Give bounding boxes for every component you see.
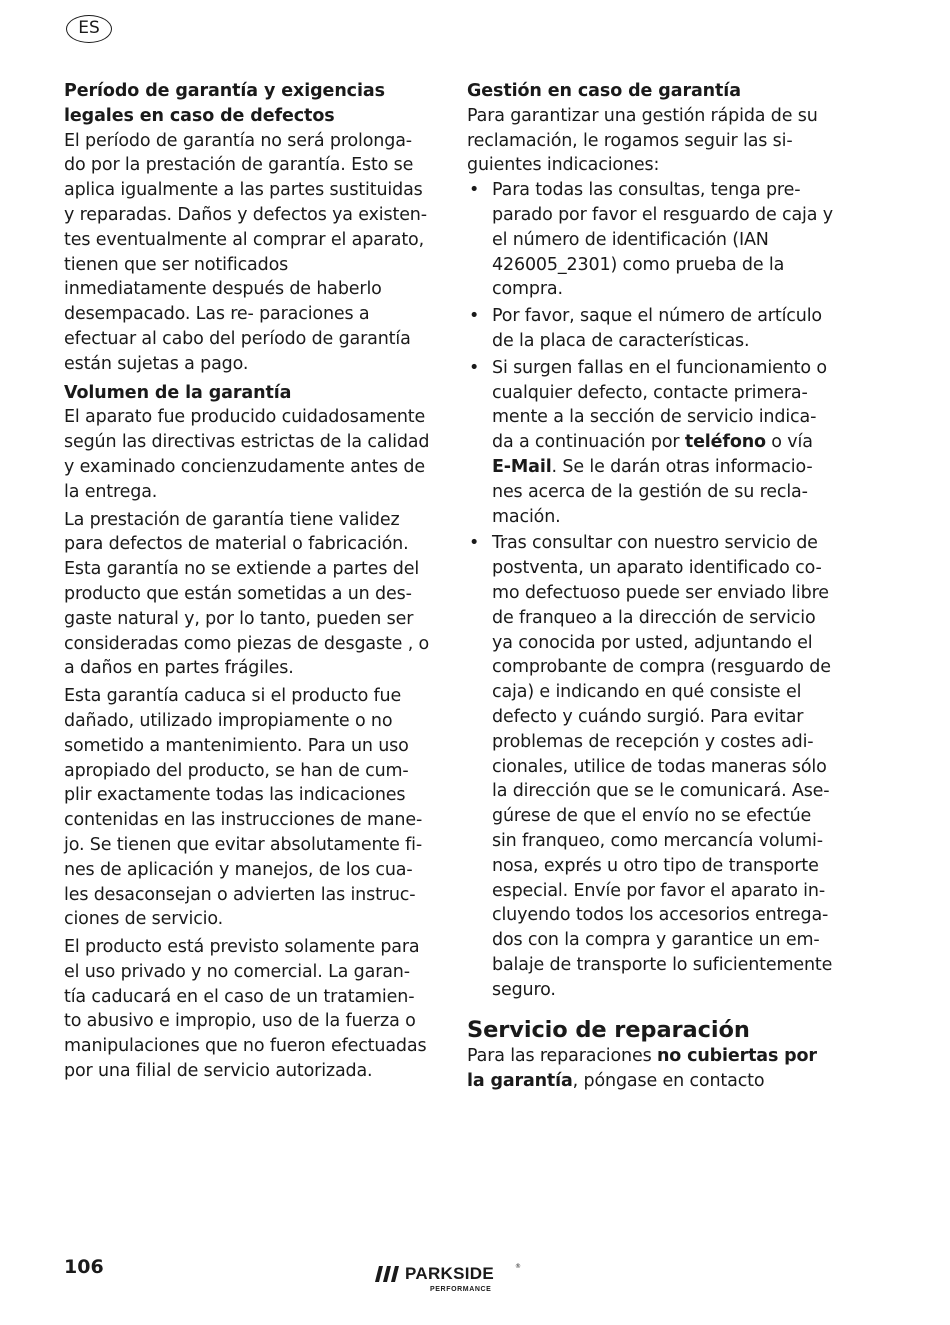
list-item-text: Para todas las consultas, tenga pre- parado por favor el resguardo de caja y el número de identificación (IAN 426005_2301) como prueba de la compra. <box>492 180 833 300</box>
warranty-handling-intro: Para garantizar una gestión rápida de su reclamación, le rogamos seguir las si- guientes indicaciones: <box>467 105 818 176</box>
parkside-logo <box>375 1263 525 1301</box>
warranty-period-heading: Período de garantía y exigencias legales en caso de defectos <box>64 81 385 126</box>
list-item <box>467 178 835 302</box>
bullet-icon: • <box>469 180 480 201</box>
instructions-list <box>467 178 835 1002</box>
phone-emphasis: teléfono <box>684 432 766 453</box>
list-item <box>467 531 835 1002</box>
repair-service-text <box>467 1044 835 1094</box>
warranty-handling-heading: Gestión en caso de garantía <box>467 81 741 101</box>
list-item-text: Tras consultar con nuestro servicio de postventa, un aparato identificado co- mo defectuoso puede ser enviado libre de franqueo a la dirección de servicio ya conocida por usted, adjuntando el comprobante de compra (resguardo de caja) e indicando en qué consiste el defecto y cuándo surgió. Para evitar problemas de recepción y costes adi- cionales, utilice de todas maneras sólo la dirección que se le comunicará. Ase- gúrese de que el envío no se efectúe sin franqueo, como mercancía volumi- nosa, exprés u otro tipo de transporte especial. Envíe por favor el aparato in- cluyendo todos los accesorios entrega- dos con la compra y garantice un em- balaje de transporte lo suficientemente seguro. <box>492 533 833 1000</box>
page-number: 106 <box>64 1256 104 1278</box>
language-badge: ES <box>66 15 112 43</box>
not-covered-emphasis: no cubiertas por la garantía <box>467 1046 817 1092</box>
repair-text-part: , póngase en contacto <box>572 1071 765 1092</box>
email-emphasis: E-Mail <box>492 456 552 477</box>
warranty-scope-text-1: El aparato fue producido cuidadosamente según las directivas estrictas de la calidad y examinado concienzudamente antes de la entrega. <box>64 407 430 502</box>
list-item <box>467 356 835 530</box>
list-item-text: o vía <box>765 432 813 453</box>
right-column <box>467 79 835 1094</box>
bullet-icon: • <box>469 306 480 327</box>
warranty-scope-heading: Volumen de la garantía <box>64 382 292 403</box>
trademark-icon: ® <box>515 1263 521 1270</box>
repair-text-part: Para las reparaciones <box>467 1046 657 1067</box>
list-item-text: . Se le darán otras informacio- nes acerca de la gestión de su recla- mación. <box>492 456 813 527</box>
bullet-icon: • <box>469 533 480 554</box>
logo-brand: PARKSIDE <box>405 1264 494 1283</box>
warranty-scope-text-3: Esta garantía caduca si el producto fue dañado, utilizado impropiamente o no sometido a mantenimiento. Para un uso apropiado del producto, se han de cum- plir exactamente todas las indicaciones contenidas en las instrucciones de mane- jo. Se tienen que evitar absolutamente fi- nes de aplicación y manejos, de los cua- les desaconsejan o advierten las instruc- ciones de servicio. <box>64 686 423 930</box>
list-item-text: Si surgen fallas en el funcionamiento o cualquier defecto, contacte primera- mente a la sección de servicio indica- da a continuación por <box>492 357 827 453</box>
list-item-text: Por favor, saque el número de artículo de la placa de características. <box>492 306 822 351</box>
warranty-scope-text-2: La prestación de garantía tiene validez para defectos de material o fabricación. Esta garantía no se extiende a partes del producto que están sometidas a un des- gaste natural y, por lo tanto, pueden ser consideradas como piezas de desgaste , o a daños en partes frágiles. <box>64 509 430 679</box>
repair-service-heading: Servicio de reparación <box>467 1017 750 1044</box>
logo-subtitle: PERFORMANCE <box>430 1286 492 1293</box>
left-column <box>64 79 434 1084</box>
warranty-scope-text-4: El producto está previsto solamente para el uso privado y no comercial. La garan- tía caducará en el caso de un tratamien- to abusivo e impropio, uso de la fuerza o manipulaciones que no fueron efectuadas por una filial de servicio autorizada. <box>64 937 427 1082</box>
bullet-icon: • <box>469 357 480 378</box>
slash-stripes-icon <box>375 1266 401 1282</box>
list-item <box>467 304 835 354</box>
warranty-period-text: El período de garantía no será prolonga- do por la prestación de garantía. Esto se aplica igualmente a las partes sustituidas y reparadas. Daños y defectos ya existen- tes eventualmente al comprar el aparato, tienen que ser notificados inmediatamente después de haberlo desempacado. Las re- paraciones a efectuar al cabo del período de garantía están sujetas a pago. <box>64 130 427 374</box>
